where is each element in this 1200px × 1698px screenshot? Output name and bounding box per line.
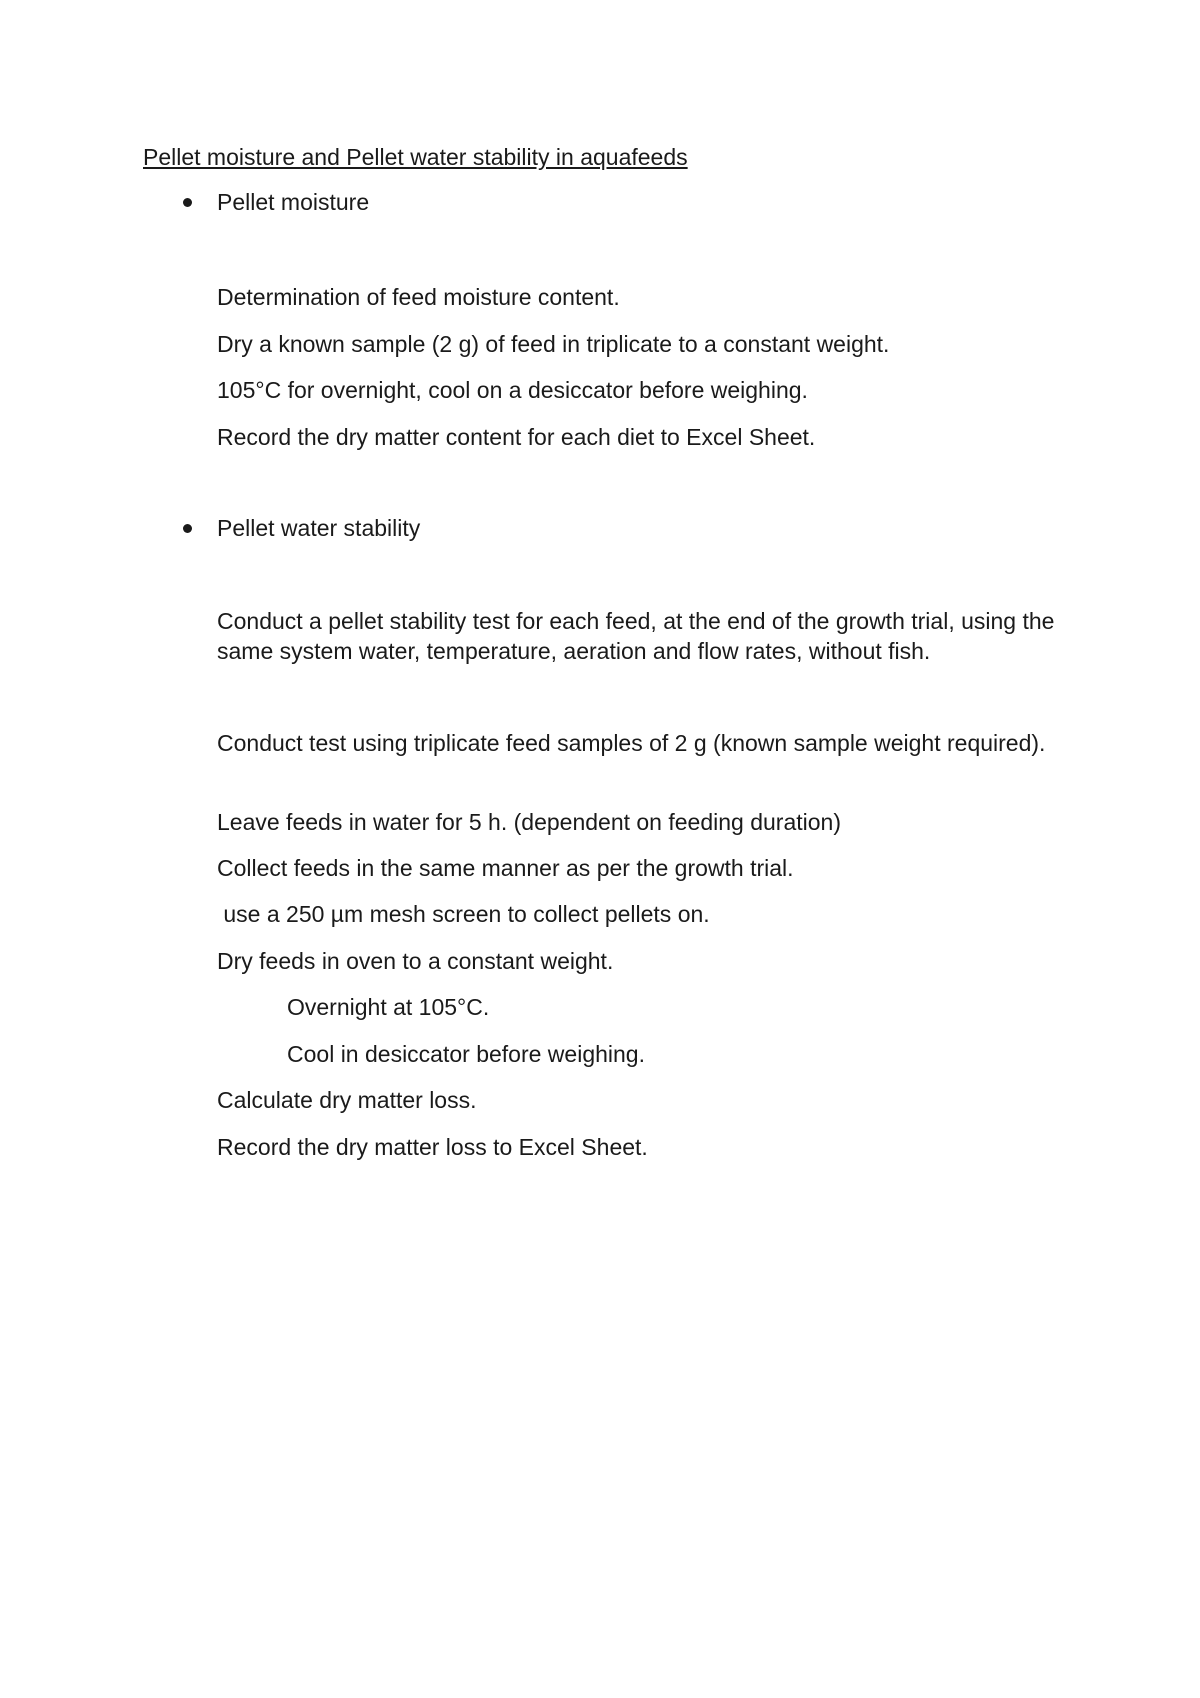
text-line: Leave feeds in water for 5 h. (dependent on feeding duration)	[217, 809, 841, 835]
text-line: Dry feeds in oven to a constant weight.	[217, 948, 614, 974]
text-line: 105°C for overnight, cool on a desiccator before weighing.	[217, 377, 808, 403]
text-paragraph: Conduct test using triplicate feed samples of 2 g (known sample weight required).	[217, 730, 1046, 756]
bullet-dot-icon	[183, 198, 192, 207]
text-line: Determination of feed moisture content.	[217, 284, 620, 310]
text-line: Record the dry matter content for each diet to Excel Sheet.	[217, 424, 816, 450]
text-line: Dry a known sample (2 g) of feed in triplicate to a constant weight.	[217, 331, 890, 357]
text-line: Calculate dry matter loss.	[217, 1087, 477, 1113]
bullet-dot-icon	[183, 524, 192, 533]
section-heading: Pellet water stability	[217, 515, 421, 541]
text-line-indented: Cool in desiccator before weighing.	[287, 1041, 645, 1067]
text-line: Record the dry matter loss to Excel Sheet.	[217, 1134, 648, 1160]
document-title: Pellet moisture and Pellet water stability in aquafeeds	[143, 144, 688, 170]
text-paragraph: Conduct a pellet stability test for each feed, at the end of the growth trial, using the same system water, temperature, aeration and flow rates, without fish.	[217, 608, 1055, 664]
text-line-indented: Overnight at 105°C.	[287, 994, 490, 1020]
section-heading: Pellet moisture	[217, 189, 370, 215]
text-line: Collect feeds in the same manner as per the growth trial.	[217, 855, 794, 881]
text-line: use a 250 µm mesh screen to collect pellets on.	[217, 901, 710, 927]
